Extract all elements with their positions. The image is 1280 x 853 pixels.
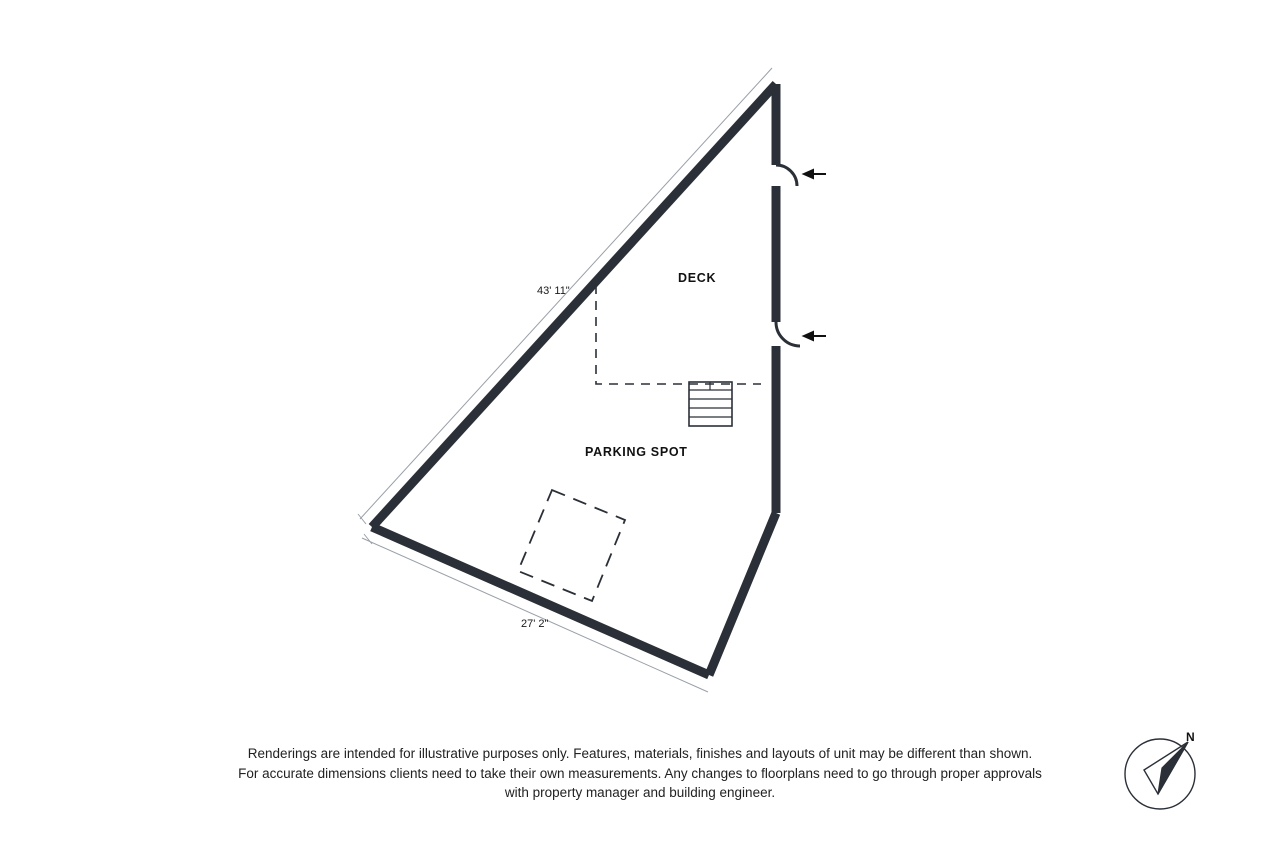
room-label-deck: DECK: [678, 271, 717, 285]
dimension-left-wall: 43' 11": [537, 285, 570, 297]
door-arrow-lower: [804, 332, 826, 340]
room-label-parking-spot: PARKING SPOT: [585, 445, 688, 459]
disclaimer-line-1: Renderings are intended for illustrative purposes only. Features, materials, finishes and layouts of unit may be different than shown.: [247, 746, 1033, 761]
parking-outline: [518, 490, 625, 601]
compass-rose: [1118, 726, 1228, 818]
dimension-bottom-wall: 27' 2": [521, 618, 549, 630]
door-upper: [776, 165, 797, 186]
compass-north-label: N: [1186, 730, 1195, 744]
door-arrow-upper: [804, 170, 826, 178]
compass-icon: [1118, 726, 1228, 818]
disclaimer-line-3: with property manager and building engineer.: [504, 785, 776, 800]
stairs: [689, 382, 732, 426]
exterior-walls: [372, 84, 776, 675]
deck-boundary-dashed: [596, 285, 761, 384]
disclaimer-line-2: For accurate dimensions clients need to take their own measurements. Any changes to floorplans need to go through proper approvals: [238, 765, 1042, 781]
disclaimer-text: [150, 744, 1130, 803]
door-lower: [776, 322, 800, 346]
